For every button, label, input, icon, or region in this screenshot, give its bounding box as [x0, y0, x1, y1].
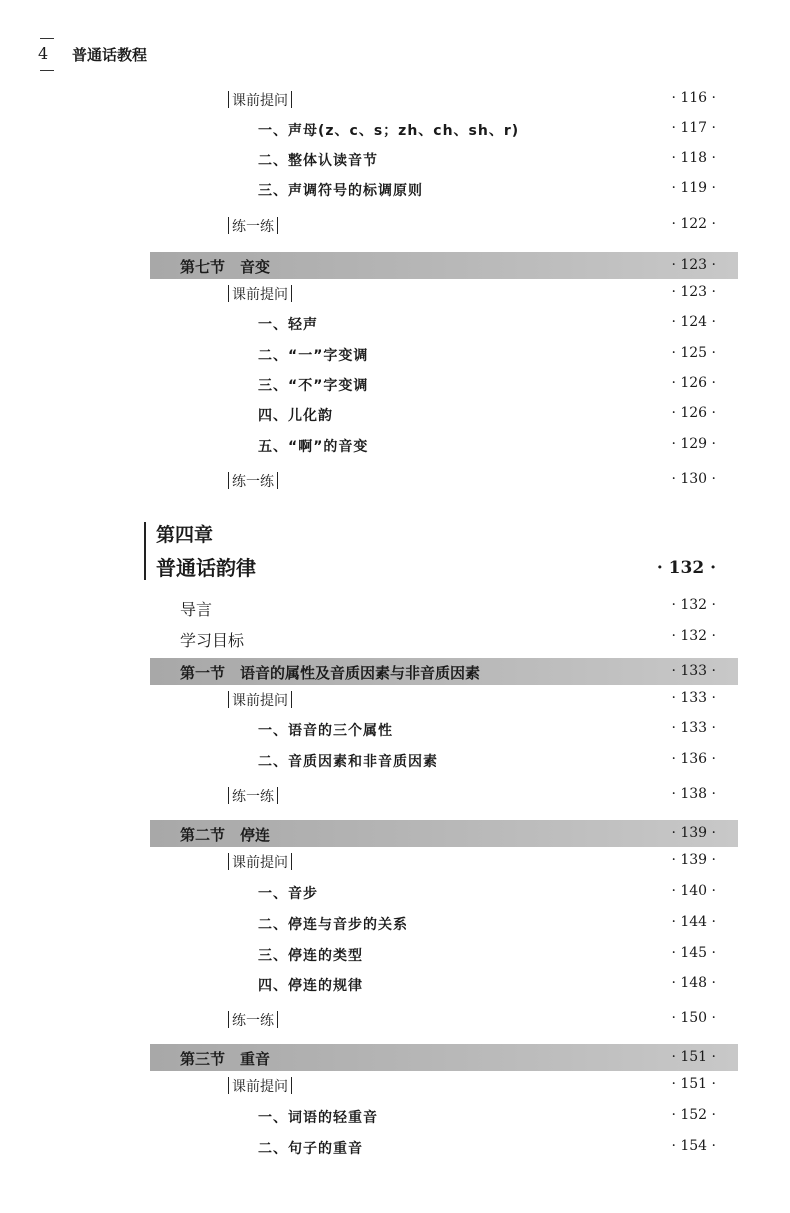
entry-page: · 124 ·: [671, 314, 716, 330]
entry-page: · 132 ·: [671, 628, 716, 644]
entry-page: · 148 ·: [671, 975, 716, 991]
entry-label: 三、声调符号的标调原则: [258, 183, 423, 199]
entry-label: 练一练: [228, 1010, 278, 1030]
toc-entry-item[interactable]: [150, 941, 738, 969]
entry-label: 学习目标: [180, 631, 245, 650]
toc-entry-practice[interactable]: [150, 212, 738, 240]
entry-label: 一、声母(z、c、s；zh、ch、sh、r): [258, 123, 520, 139]
entry-page: · 118 ·: [671, 150, 716, 166]
entry-label: 一、音步: [258, 886, 318, 902]
toc-entry-item[interactable]: [150, 971, 738, 999]
entry-page: · 150 ·: [671, 1010, 716, 1026]
toc-entry-pre-question[interactable]: [150, 848, 738, 876]
entry-label: 二、整体认读音节: [258, 153, 378, 169]
entry-label: 五、“啊”的音变: [258, 439, 369, 455]
entry-label: 练一练: [228, 786, 278, 806]
toc-entry-pre-question[interactable]: [150, 280, 738, 308]
toc-entry-pre-question[interactable]: [150, 686, 738, 714]
toc-section-heading[interactable]: [150, 658, 738, 685]
entry-label: 四、儿化韵: [258, 408, 333, 424]
toc-entry-item[interactable]: [150, 910, 738, 938]
toc-entry-intro[interactable]: [150, 593, 738, 621]
toc-entry-item[interactable]: [150, 879, 738, 907]
entry-label: 课前提问: [228, 852, 292, 872]
entry-page: · 139 ·: [671, 852, 716, 868]
section-label: 第二节 停连: [180, 826, 271, 844]
entry-label: 一、轻声: [258, 317, 318, 333]
entry-label: 二、停连与音步的关系: [258, 917, 408, 933]
entry-page: · 151 ·: [671, 1049, 716, 1065]
toc-entry-objectives[interactable]: [150, 624, 738, 652]
entry-page: · 119 ·: [671, 180, 716, 196]
toc-entry-item[interactable]: [150, 310, 738, 338]
entry-page: · 116 ·: [671, 90, 716, 106]
page-number: 4: [38, 44, 49, 63]
toc-entry-item[interactable]: [150, 747, 738, 775]
toc-section-heading[interactable]: [150, 820, 738, 847]
toc-section-heading[interactable]: [150, 1044, 738, 1071]
header-rule-top: [40, 38, 54, 39]
entry-page: · 126 ·: [671, 375, 716, 391]
entry-label: 三、停连的类型: [258, 948, 363, 964]
toc-entry-item[interactable]: [150, 716, 738, 744]
entry-label: 课前提问: [228, 284, 292, 304]
entry-label: 课前提问: [228, 690, 292, 710]
chapter-title: 普通话韵律: [156, 556, 256, 580]
entry-page: · 125 ·: [671, 345, 716, 361]
toc-entry-item[interactable]: [150, 401, 738, 429]
toc-entry-item[interactable]: [150, 1134, 738, 1162]
entry-page: · 133 ·: [671, 720, 716, 736]
entry-label: 练一练: [228, 216, 278, 236]
book-title: 普通话教程: [72, 46, 148, 64]
header-rule-bottom: [40, 70, 54, 71]
entry-label: 四、停连的规律: [258, 978, 363, 994]
toc-entry-item[interactable]: [150, 432, 738, 460]
entry-page: · 132 ·: [671, 597, 716, 613]
entry-page: · 126 ·: [671, 405, 716, 421]
entry-page: · 154 ·: [671, 1138, 716, 1154]
entry-page: · 138 ·: [671, 786, 716, 802]
entry-page: · 139 ·: [671, 825, 716, 841]
entry-page: · 140 ·: [671, 883, 716, 899]
entry-page: · 123 ·: [671, 257, 716, 273]
chapter-bar: [144, 522, 146, 580]
section-label: 第七节 音变: [180, 258, 271, 276]
entry-page: · 130 ·: [671, 471, 716, 487]
entry-label: 一、词语的轻重音: [258, 1110, 378, 1126]
toc-entry-item[interactable]: [150, 146, 738, 174]
entry-label: 练一练: [228, 471, 278, 491]
toc-entry-practice[interactable]: [150, 1006, 738, 1034]
entry-label: 二、句子的重音: [258, 1141, 363, 1157]
entry-label: 课前提问: [228, 1076, 292, 1096]
entry-page: · 133 ·: [671, 690, 716, 706]
entry-label: 一、语音的三个属性: [258, 723, 393, 739]
entry-page: · 122 ·: [671, 216, 716, 232]
entry-page: · 152 ·: [671, 1107, 716, 1123]
entry-page: · 123 ·: [671, 284, 716, 300]
entry-label: 三、“不”字变调: [258, 378, 369, 394]
entry-page: · 129 ·: [671, 436, 716, 452]
entry-page: · 117 ·: [671, 120, 716, 136]
entry-page: · 133 ·: [671, 663, 716, 679]
chapter-heading[interactable]: [150, 520, 738, 580]
chapter-page: · 132 ·: [656, 558, 716, 578]
chapter-number: 第四章: [156, 524, 214, 546]
toc-entry-practice[interactable]: [150, 782, 738, 810]
entry-page: · 144 ·: [671, 914, 716, 930]
entry-label: 二、音质因素和非音质因素: [258, 754, 438, 770]
toc-entry-item[interactable]: [150, 116, 738, 144]
entry-label: 二、“一”字变调: [258, 348, 369, 364]
section-label: 第三节 重音: [180, 1050, 271, 1068]
section-label: 第一节 语音的属性及音质因素与非音质因素: [180, 664, 481, 682]
entry-label: 课前提问: [228, 90, 292, 110]
toc-entry-pre-question[interactable]: [150, 1072, 738, 1100]
entry-label: 导言: [180, 600, 213, 619]
toc-entry-item[interactable]: [150, 1103, 738, 1131]
toc-entry-item[interactable]: [150, 176, 738, 204]
entry-page: · 145 ·: [671, 945, 716, 961]
entry-page: · 151 ·: [671, 1076, 716, 1092]
toc-entry-pre-question[interactable]: [150, 86, 738, 114]
entry-page: · 136 ·: [671, 751, 716, 767]
toc-entry-practice[interactable]: [150, 467, 738, 495]
toc-entry-item[interactable]: [150, 341, 738, 369]
toc-section-heading[interactable]: [150, 252, 738, 279]
toc-entry-item[interactable]: [150, 371, 738, 399]
